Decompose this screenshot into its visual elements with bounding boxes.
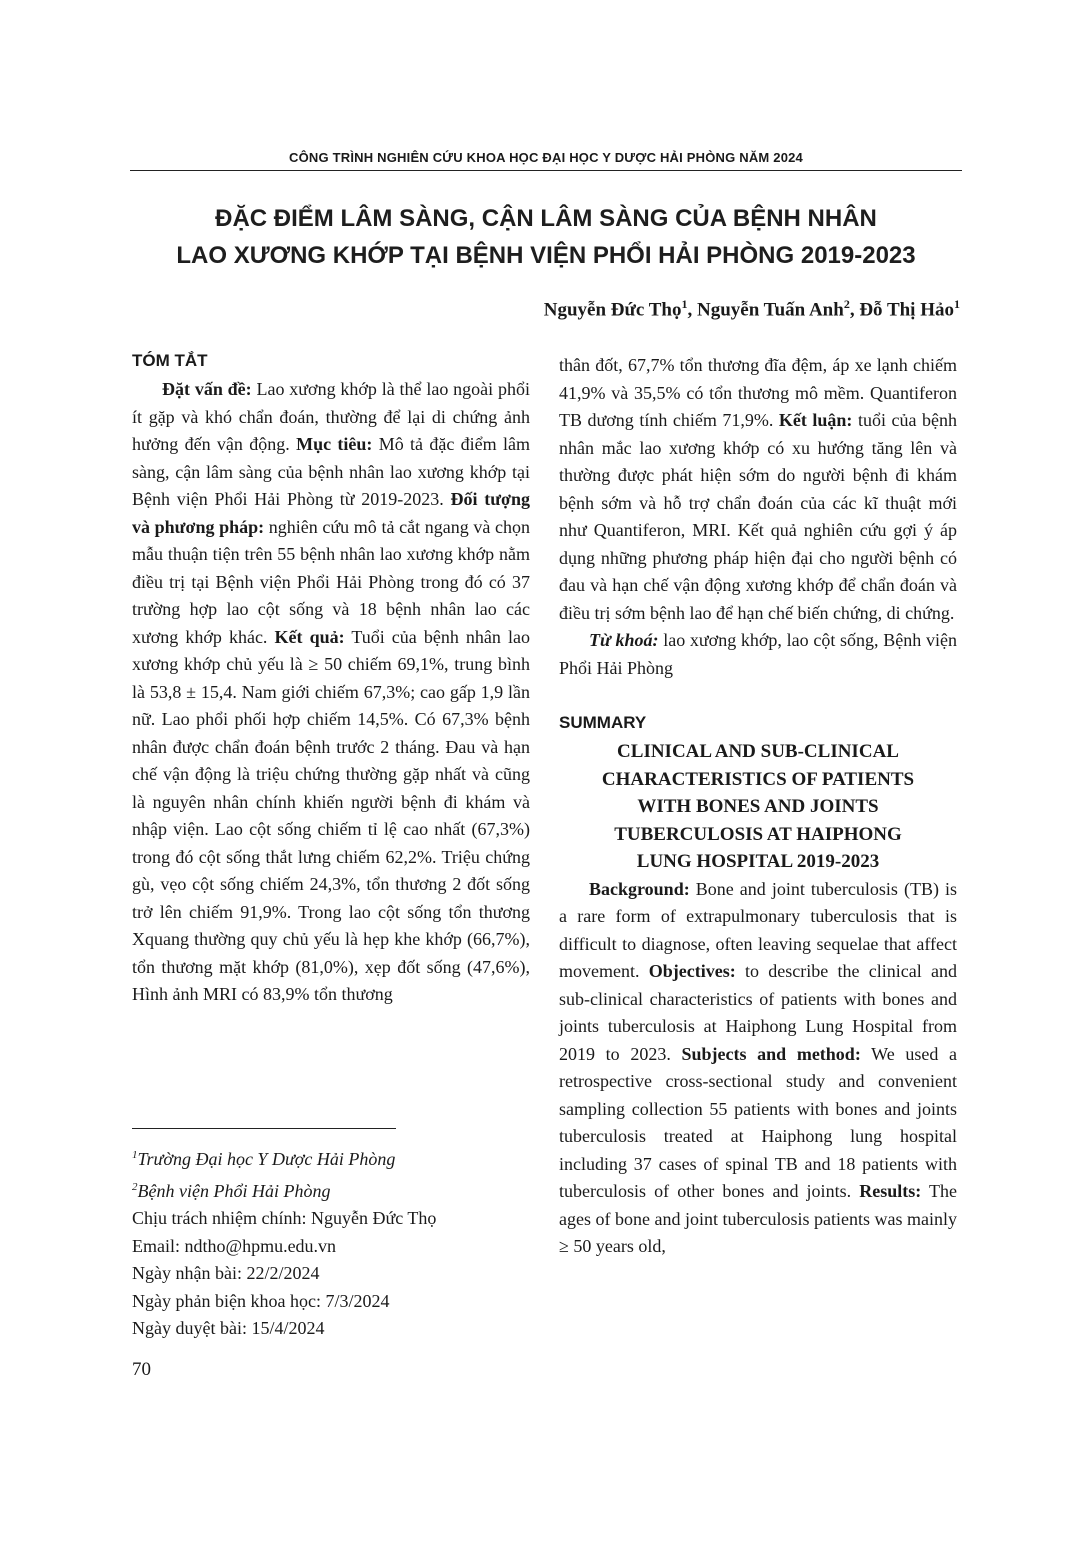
author-name: Đỗ Thị Hảo bbox=[859, 299, 954, 321]
summary-title-line: LUNG HOSPITAL 2019-2023 bbox=[636, 851, 880, 872]
lead-method-en: Subjects and method: bbox=[681, 1043, 861, 1064]
left-column bbox=[132, 346, 530, 1009]
lead-results: Kết quả: bbox=[274, 626, 345, 647]
article-title bbox=[130, 200, 962, 274]
abstract-vi-continued bbox=[559, 352, 957, 627]
text-results-right: thân đốt, 67,7% tổn thương đĩa đệm, áp xe lạnh chiếm 41,9% và 35,5% có tổn thương mô mềm. Quantiferon TB dương tính chiếm 71,9%. bbox=[559, 355, 957, 430]
review-date: Ngày phản biện khoa học: 7/3/2024 bbox=[132, 1290, 390, 1311]
keywords-text: lao xương khớp, lao cột sống, Bệnh viện Phổi Hải Phòng bbox=[559, 630, 957, 678]
title-line-2: LAO XƯƠNG KHỚP TẠI BỆNH VIỆN PHỔI HẢI PHÒNG 2019-2023 bbox=[176, 242, 916, 269]
author-name: Nguyễn Tuấn Anh bbox=[696, 299, 844, 321]
author-affiliation-mark: 1 bbox=[681, 297, 688, 311]
text-conclusion: tuổi của bệnh nhân mắc lao xương khớp có xu hướng tăng lên và thường được phát hiện sớm do người bệnh đi khám bệnh sớm và hỗ trợ chẩn đoán của các kĩ thuật mới như Quantiferon, MRI. Kết quả nghiên cứu gợi ý áp dụng những phương pháp hiện đại cho người bệnh có đau và hạn chế vận động xương khớp để chẩn đoán và điều trị sớm bệnh lao để hạn chế biến chứng, di chứng. bbox=[559, 410, 957, 623]
summary-title-line: CHARACTERISTICS OF PATIENTS bbox=[601, 768, 915, 790]
title-line-1: ĐẶC ĐIỂM LÂM SÀNG, CẬN LÂM SÀNG CỦA BỆNH NHÂN bbox=[215, 205, 877, 232]
affiliation-1 bbox=[132, 1142, 532, 1174]
text-method-en: We used a retrospective cross-sectional study and convenient sampling collection 55 patients with bones and joints tuberculosis treated at Haiphong lung hospital including 37 cases of spinal TB and 18 patients with tuberculosis of other bones and joints. bbox=[559, 1043, 957, 1201]
author-affiliation-mark: 2 bbox=[843, 297, 850, 311]
keywords bbox=[559, 627, 957, 682]
lead-results-en: Results: bbox=[859, 1181, 922, 1201]
summary-title-line: TUBERCULOSIS AT HAIPHONG bbox=[614, 823, 902, 845]
text-background-en: Bone and joint tuberculosis (TB) is a rare form of extrapulmonary tuberculosis that is difficult to diagnose, often leaving sequelae that affect movement. bbox=[559, 878, 957, 981]
summary-title-line: CLINICAL AND SUB-CLINICAL bbox=[617, 741, 899, 762]
text-objectives-en: to describe the clinical and sub-clinical characteristics of patients with bones and joints tuberculosis at Haiphong Lung Hospital from 2019 to 2023. bbox=[559, 961, 958, 1064]
lead-objectives-en: Objectives: bbox=[648, 961, 736, 981]
text-objective: Mô tả đặc điểm lâm sàng, cận lâm sàng của bệnh nhân lao xương khớp tại Bệnh viện Phổi Hải Phòng từ 2019-2023. bbox=[132, 434, 530, 509]
affiliation-text: Bệnh viện Phổi Hải Phòng bbox=[137, 1180, 331, 1201]
summary-title bbox=[559, 738, 957, 876]
footnotes bbox=[132, 1142, 532, 1343]
lead-background-en: Background: bbox=[589, 878, 690, 899]
corresponding-author: Chịu trách nhiệm chính: Nguyễn Đức Thọ bbox=[132, 1208, 437, 1228]
text-method: nghiên cứu mô tả cắt ngang và chọn mẫu thuận tiện trên 55 bệnh nhân lao xương khớp nằm điều trị tại Bệnh viện Phổi Hải Phòng trong đó có 37 trường hợp lao cột sống và 18 bệnh nhân lao các xương khớp khác. bbox=[132, 516, 530, 647]
lead-method: Đối tượng và phương pháp: bbox=[132, 489, 531, 537]
summary-abstract bbox=[559, 876, 957, 1261]
lead-background: Đặt vấn đề: bbox=[162, 379, 252, 399]
lead-objective: Mục tiêu: bbox=[296, 434, 373, 454]
right-column bbox=[559, 352, 957, 1261]
accepted-date: Ngày duyệt bài: 15/4/2024 bbox=[132, 1318, 325, 1338]
summary-heading: SUMMARY bbox=[559, 713, 647, 732]
affiliation-mark: 1 bbox=[132, 1149, 138, 1161]
author-separator: , bbox=[849, 299, 860, 321]
text-background: Lao xương khớp là thể lao ngoài phổi ít gặp và khó chẩn đoán, thường để lại di chứng ảnh hưởng đến vận động. bbox=[132, 379, 530, 454]
author-affiliation-mark: 1 bbox=[954, 297, 960, 311]
affiliation-mark: 2 bbox=[132, 1180, 138, 1193]
header-divider bbox=[130, 170, 962, 171]
affiliation-text: Trường Đại học Y Dược Hải Phòng bbox=[137, 1149, 396, 1169]
text-results-en: The ages of bone and joint tuberculosis patients was mainly ≥ 50 years old, bbox=[559, 1181, 957, 1256]
author-separator: , bbox=[687, 299, 697, 321]
author-name: Nguyễn Đức Thọ bbox=[543, 299, 682, 321]
affiliation-2 bbox=[132, 1174, 532, 1206]
footnote-divider bbox=[132, 1128, 396, 1129]
summary-title-line: WITH BONES AND JOINTS bbox=[637, 796, 879, 817]
author-list bbox=[544, 297, 960, 321]
received-date: Ngày nhận bài: 22/2/2024 bbox=[132, 1263, 320, 1283]
keywords-label: Từ khoá: bbox=[589, 630, 659, 650]
page-number: 70 bbox=[132, 1359, 151, 1380]
email: Email: ndtho@hpmu.edu.vn bbox=[132, 1235, 337, 1256]
text-results-left: Tuổi của bệnh nhân lao xương khớp chủ yếu là ≥ 50 chiếm 69,1%, trung bình là 53,8 ± 15,4. Nam giới chiếm 67,3%; cao gấp 1,9 lần nữ. Lao phổi phối hợp chiếm 14,5%. Có 67,3% bệnh nhân được chẩn đoán bệnh trước 2 tháng. Đau và hạn chế vận động là triệu chứng thường gặp nhất và cũng là nguyên nhân chính khiến người bệnh đi khám và nhập viện. Lao cột sống chiếm tỉ lệ cao nhất (67,3%) trong đó cột sống thắt lưng chiếm 62,2%. Triệu chứng gù, vẹo cột sống chiếm 24,3%, tổn thương 2 đốt sống trở lên chiếm 91,9%. Trong lao cột sống tổn thương Xquang thường quy chủ yếu là hẹp khe khớp (66,7%), tổn thương mặt khớp (81,0%), xẹp đốt sống (47,6%), Hình ảnh MRI có 83,9% tổn thương bbox=[132, 626, 530, 1004]
lead-conclusion: Kết luận: bbox=[778, 410, 853, 430]
journal-header: CÔNG TRÌNH NGHIÊN CỨU KHOA HỌC ĐẠI HỌC Y DƯỢC HẢI PHÒNG NĂM 2024 bbox=[289, 150, 803, 165]
abstract-vi-part-1 bbox=[132, 376, 530, 1009]
abstract-heading: TÓM TẮT bbox=[132, 351, 208, 370]
